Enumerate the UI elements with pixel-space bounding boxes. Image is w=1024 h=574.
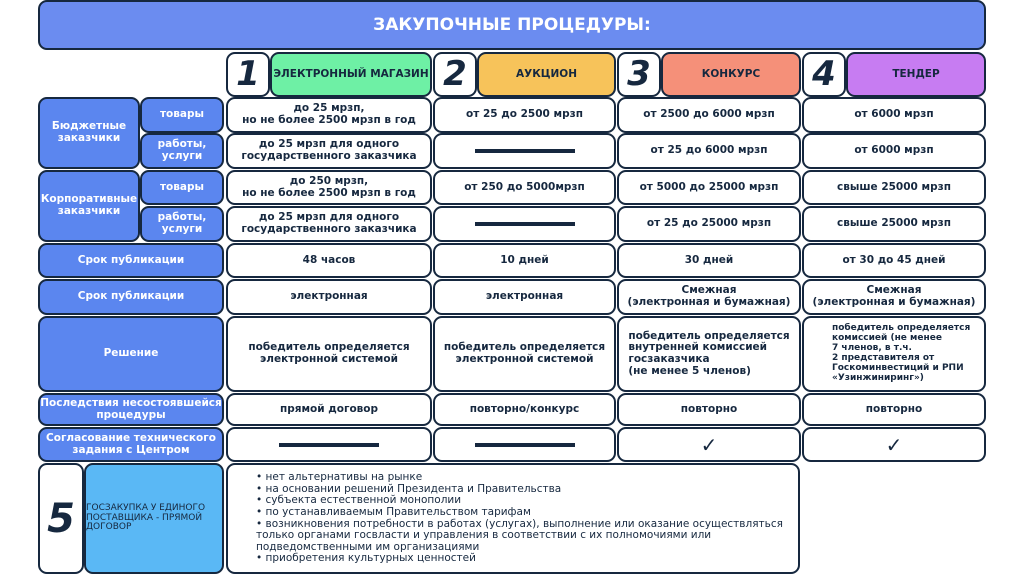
- table-cell: победитель определяется внутренней комиссией госзаказчика (не менее 5 членов): [617, 316, 801, 392]
- conditions-list: [256, 472, 798, 564]
- table-cell: от 25 до 2500 мрзп: [433, 97, 616, 133]
- dash-mark: [475, 149, 575, 153]
- list-item: • нет альтернативы на рынке: [256, 472, 798, 484]
- row-label: Согласование технического задания с Центром: [38, 427, 224, 462]
- table-cell: от 25 до 25000 мрзп: [617, 206, 801, 242]
- method-header: АУКЦИОН: [477, 52, 616, 97]
- method-header: ЭЛЕКТРОННЫЙ МАГАЗИН: [270, 52, 432, 97]
- list-item: • по устанавливаемым Правительством тарифам: [256, 507, 798, 519]
- table-cell: Смежная (электронная и бумажная): [802, 279, 986, 315]
- subgroup-label: работы, услуги: [140, 206, 224, 242]
- table-cell: до 25 мрзп для одного государственного заказчика: [226, 206, 432, 242]
- section5-list: [226, 463, 800, 574]
- table-cell: свыше 25000 мрзп: [802, 170, 986, 205]
- method-number: 3: [617, 52, 661, 97]
- table-cell: от 25 до 6000 мрзп: [617, 133, 801, 169]
- list-item: • приобретения культурных ценностей: [256, 553, 798, 565]
- table-cell: до 250 мрзп, но не более 2500 мрзп в год: [226, 170, 432, 205]
- table-cell: победитель определяется электронной системой: [433, 316, 616, 392]
- table-cell: электронная: [226, 279, 432, 315]
- table-cell: повторно: [617, 393, 801, 426]
- method-number: 4: [802, 52, 846, 97]
- method-header: КОНКУРС: [661, 52, 801, 97]
- table-cell: повторно/конкурс: [433, 393, 616, 426]
- table-cell: победитель определяется комиссией (не менее 7 членов, в т.ч. 2 представителя от Госкоминвестиций и РПИ «Узинжиниринг»): [802, 316, 986, 392]
- section5-label: ГОСЗАКУПКА У ЕДИНОГО ПОСТАВЩИКА - ПРЯМОЙ ДОГОВОР: [84, 463, 224, 574]
- row-label: Срок публикации: [38, 243, 224, 278]
- table-cell: от 5000 до 25000 мрзп: [617, 170, 801, 205]
- table-cell: от 250 до 5000мрзп: [433, 170, 616, 205]
- table-cell: от 6000 мрзп: [802, 133, 986, 169]
- row-label: Последствия несостоявшейся процедуры: [38, 393, 224, 426]
- table-cell: 48 часов: [226, 243, 432, 278]
- list-item: • возникновения потребности в работах (услугах), выполнение или оказание осуществляться только органами госвласти и управления в соответствии с их полномочиями или подведомственными им организациями: [256, 519, 798, 554]
- dash-cell: [433, 206, 616, 242]
- table-cell: победитель определяется электронной системой: [226, 316, 432, 392]
- group-label: Корпоративные заказчики: [38, 170, 140, 242]
- table-cell: 10 дней: [433, 243, 616, 278]
- table-cell: повторно: [802, 393, 986, 426]
- subgroup-label: товары: [140, 170, 224, 205]
- check-icon: ✓: [617, 427, 801, 462]
- dash-cell: [433, 427, 616, 462]
- dash-mark: [279, 443, 379, 447]
- table-cell: свыше 25000 мрзп: [802, 206, 986, 242]
- dash-cell: [433, 133, 616, 169]
- dash-mark: [475, 222, 575, 226]
- table-cell: до 25 мрзп для одного государственного заказчика: [226, 133, 432, 169]
- subgroup-label: работы, услуги: [140, 133, 224, 169]
- dash-cell: [226, 427, 432, 462]
- list-item: • субъекта естественной монополии: [256, 495, 798, 507]
- table-cell: прямой договор: [226, 393, 432, 426]
- table-cell: электронная: [433, 279, 616, 315]
- check-icon: ✓: [802, 427, 986, 462]
- group-label: Бюджетные заказчики: [38, 97, 140, 169]
- method-number: 2: [433, 52, 477, 97]
- table-cell: Смежная (электронная и бумажная): [617, 279, 801, 315]
- dash-mark: [475, 443, 575, 447]
- row-label: Срок публикации: [38, 279, 224, 315]
- table-cell: от 2500 до 6000 мрзп: [617, 97, 801, 133]
- table-cell: от 30 до 45 дней: [802, 243, 986, 278]
- table-cell: от 6000 мрзп: [802, 97, 986, 133]
- page-title: ЗАКУПОЧНЫЕ ПРОЦЕДУРЫ:: [38, 0, 986, 50]
- table-cell: до 25 мрзп, но не более 2500 мрзп в год: [226, 97, 432, 133]
- subgroup-label: товары: [140, 97, 224, 133]
- section5-number: 5: [38, 463, 84, 574]
- row-label: Решение: [38, 316, 224, 392]
- table-cell: 30 дней: [617, 243, 801, 278]
- method-header: ТЕНДЕР: [846, 52, 986, 97]
- list-item: • на основании решений Президента и Правительства: [256, 484, 798, 496]
- method-number: 1: [226, 52, 270, 97]
